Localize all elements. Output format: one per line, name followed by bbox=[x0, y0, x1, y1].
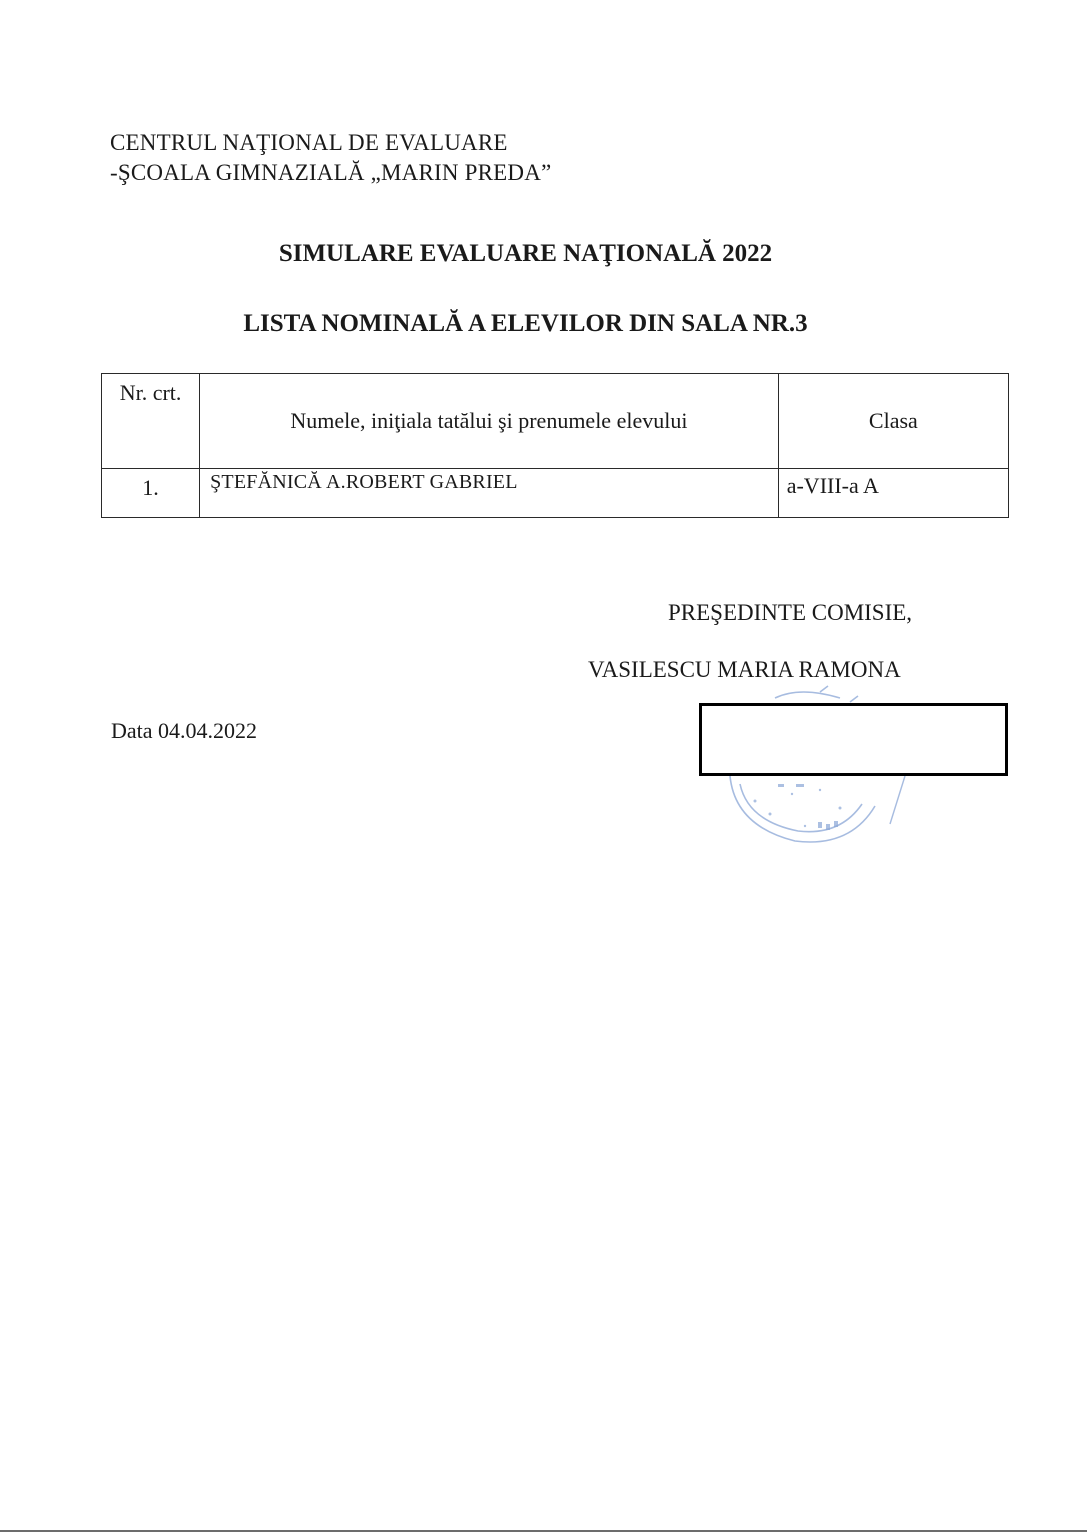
table-header-row bbox=[102, 374, 1009, 469]
document-title: SIMULARE EVALUARE NAŢIONALĂ 2022 bbox=[278, 240, 773, 267]
institution-header bbox=[110, 128, 551, 188]
cell-nr: 1. bbox=[102, 469, 200, 518]
page-bottom-rule bbox=[0, 1530, 1087, 1532]
header-line-1: CENTRUL NAŢIONAL DE EVALUARE bbox=[110, 130, 508, 155]
cell-class: a-VIII-a A bbox=[778, 469, 1008, 518]
president-label: PREŞEDINTE COMISIE, bbox=[668, 600, 913, 625]
table-row bbox=[102, 469, 1009, 518]
column-header-class: Clasa bbox=[778, 374, 1008, 469]
students-table bbox=[101, 373, 1009, 518]
redacted-signature-box bbox=[699, 703, 1008, 776]
document-date: Data 04.04.2022 bbox=[111, 718, 258, 743]
column-header-name: Numele, iniţiala tatălui şi prenumele elevului bbox=[200, 374, 779, 469]
cell-student-name: ŞTEFĂNICĂ A.ROBERT GABRIEL bbox=[200, 469, 779, 518]
document-subtitle: LISTA NOMINALĂ A ELEVILOR DIN SALA NR.3 bbox=[243, 310, 808, 337]
column-header-nr: Nr. crt. bbox=[102, 374, 200, 469]
header-line-2: -ŞCOALA GIMNAZIALĂ „MARIN PREDA” bbox=[110, 160, 552, 185]
president-name: VASILESCU MARIA RAMONA bbox=[588, 657, 901, 682]
